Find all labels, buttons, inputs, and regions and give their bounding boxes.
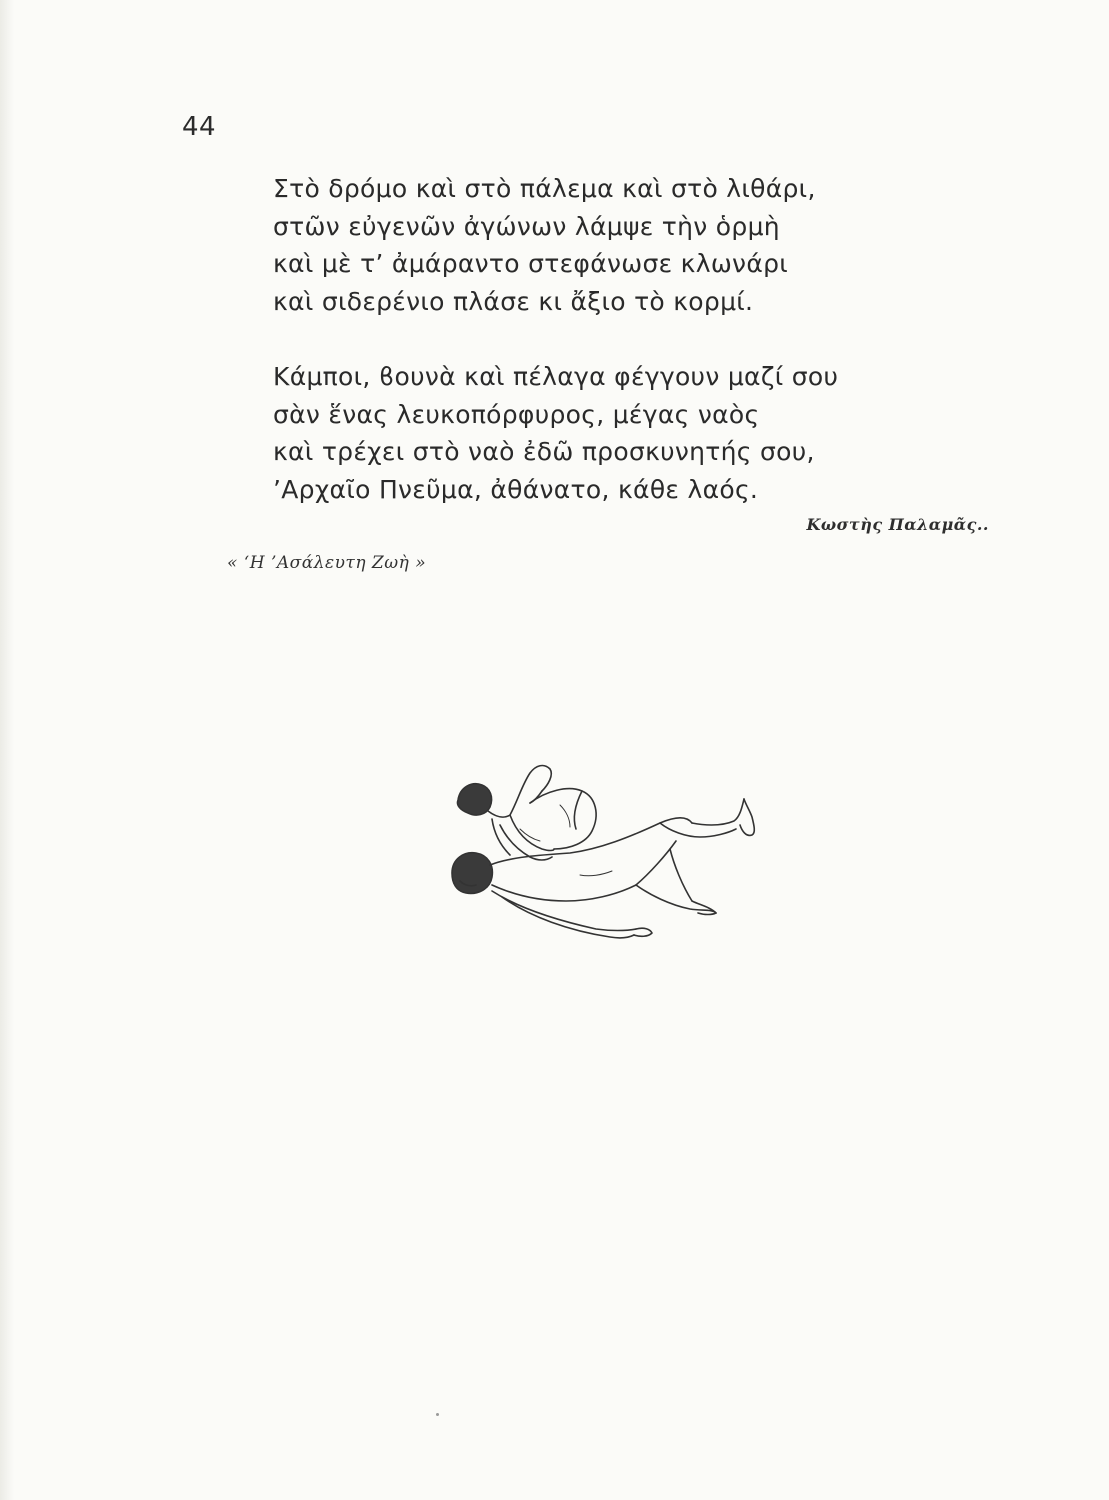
verse-line: καὶ τρέχει στὸ ναὸ ἐδῶ προσκυνητής σου, <box>273 437 815 466</box>
verse-line: Κάμποι, ϐουνὰ καὶ πέλαγα φέγγουν μαζί σου <box>273 362 839 391</box>
poem-stanza-1 <box>273 170 816 320</box>
verse-line: στῶν εὐγενῶν ἀγώνων λάμψε τὴν ὁρμὴ <box>273 211 780 241</box>
source-title: « ‘Η ’Ασάλευτη Ζωὴ » <box>227 553 427 573</box>
verse-line: ’Αρχαῖο Πνεῦμα, ἀθάνατο, κάθε λαός. <box>273 474 759 504</box>
verse-line: Στὸ δρόμο καὶ στὸ πάλεμα καὶ στὸ λιθάρι, <box>273 174 816 203</box>
poem-stanza-2 <box>273 358 838 508</box>
wrestlers-illustration <box>430 745 780 955</box>
verse-line: καὶ σιδερένιο πλάσε κι ἄξιο τὸ κορμί. <box>273 286 754 316</box>
wrestlers-sketch-icon <box>430 745 780 955</box>
paper-speck <box>436 1413 439 1416</box>
author-signature: Κωστὴς Παλαμᾶς.. <box>806 515 989 534</box>
page-number: 44 <box>182 112 217 142</box>
verse-line: καὶ μὲ τ’ ἀμάραντο στεφάνωσε κλωνάρι <box>273 249 789 278</box>
verse-line: σὰν ἕνας λευκοπόρφυρος, μέγας ναὸς <box>273 399 760 429</box>
page-edge-shadow <box>0 0 14 1500</box>
